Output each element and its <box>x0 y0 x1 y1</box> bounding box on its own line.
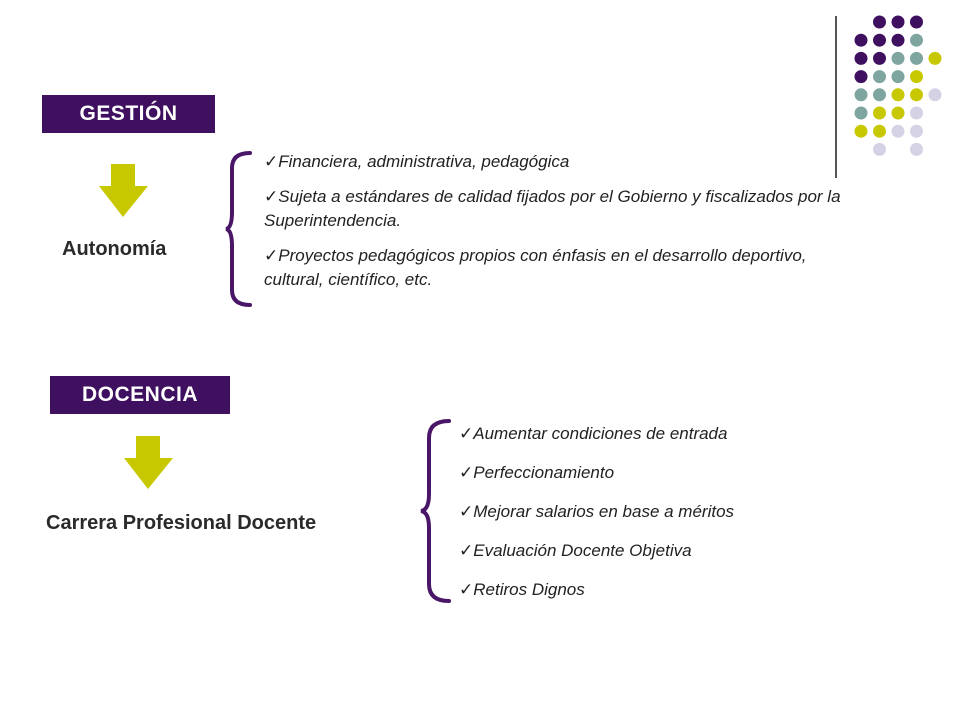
decorative-dot <box>892 70 905 83</box>
check-icon: ✓ <box>459 502 474 521</box>
decorative-dot <box>855 52 868 65</box>
decorative-dot <box>855 125 868 138</box>
check-icon: ✓ <box>459 463 474 482</box>
gestion-list-item: ✓Financiera, administrativa, pedagógica <box>264 152 570 171</box>
decorative-dot <box>910 88 923 101</box>
decorative-dot <box>855 107 868 120</box>
gestion-label: GESTIÓN <box>79 102 178 125</box>
gestion-down-arrow-icon <box>98 164 150 218</box>
decorative-dot <box>873 34 886 47</box>
decorative-dot <box>910 143 923 156</box>
docencia-list-item: ✓Aumentar condiciones de entrada <box>459 424 728 443</box>
docencia-label-box <box>50 376 230 414</box>
check-icon: ✓ <box>459 580 474 599</box>
docencia-list <box>459 424 879 619</box>
docencia-list-item: ✓Retiros Dignos <box>459 580 585 599</box>
decorative-dot <box>910 16 923 29</box>
docencia-list-item: ✓Evaluación Docente Objetiva <box>459 541 692 560</box>
gestion-label-box <box>42 95 215 133</box>
decorative-dot <box>873 16 886 29</box>
check-icon: ✓ <box>459 424 474 443</box>
decorative-dot <box>910 34 923 47</box>
gestion-list-item: ✓Sujeta a estándares de calidad fijados por el Gobierno y fiscalizados por la Superintendencia. <box>264 187 841 230</box>
decorative-dot-grid <box>846 12 956 160</box>
decorative-dot <box>873 107 886 120</box>
gestion-list <box>264 150 864 303</box>
decorative-dot <box>929 88 942 101</box>
docencia-subtitle: Carrera Profesional Docente <box>46 512 317 534</box>
decorative-dot <box>873 52 886 65</box>
decorative-dot <box>855 34 868 47</box>
decorative-dot <box>892 34 905 47</box>
gestion-list-item: ✓Proyectos pedagógicos propios con énfasis en el desarrollo deportivo, cultural, científico, etc. <box>264 246 807 289</box>
decorative-dot <box>892 16 905 29</box>
decorative-dot <box>873 88 886 101</box>
decorative-dot <box>873 125 886 138</box>
decorative-dot <box>910 52 923 65</box>
check-icon: ✓ <box>459 541 474 560</box>
docencia-down-arrow-icon <box>123 436 175 490</box>
gestion-curly-brace <box>224 150 254 308</box>
docencia-list-item: ✓Perfeccionamiento <box>459 463 615 482</box>
gestion-subtitle: Autonomía <box>62 238 167 260</box>
decorative-dot <box>855 70 868 83</box>
decorative-dot <box>892 107 905 120</box>
docencia-list-item: ✓Mejorar salarios en base a méritos <box>459 502 735 521</box>
decorative-dot <box>929 52 942 65</box>
docencia-curly-brace <box>419 418 453 604</box>
decorative-dot <box>892 52 905 65</box>
check-icon: ✓ <box>264 246 279 265</box>
decorative-dot <box>910 70 923 83</box>
decorative-dot <box>910 107 923 120</box>
decorative-dot <box>892 125 905 138</box>
decorative-dot <box>855 88 868 101</box>
check-icon: ✓ <box>264 187 279 206</box>
check-icon: ✓ <box>264 152 279 171</box>
decorative-dot <box>873 70 886 83</box>
decorative-dot <box>873 143 886 156</box>
decorative-dot <box>910 125 923 138</box>
docencia-label: DOCENCIA <box>81 383 198 406</box>
decorative-dot <box>892 88 905 101</box>
